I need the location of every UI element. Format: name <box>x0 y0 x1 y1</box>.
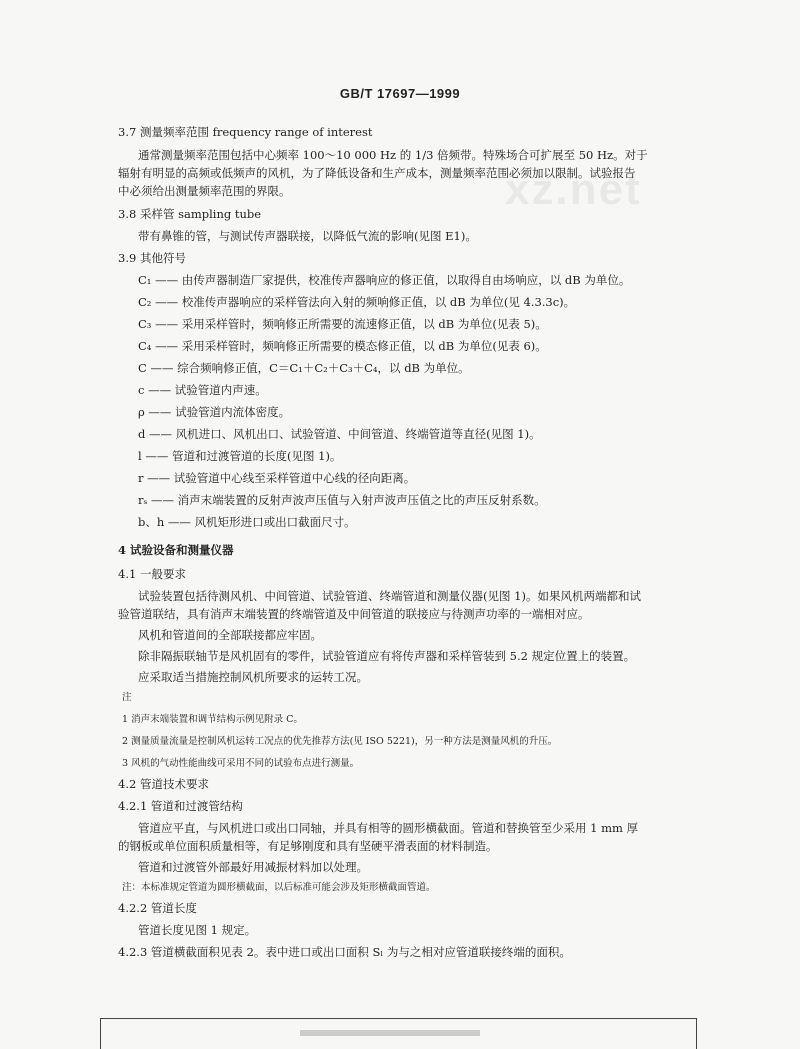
symbol-definition: C₁ —— 由传声器制造厂家提供，校准传声器响应的修正值，以取得自由场响应，以 dB 为单位。 <box>138 273 631 287</box>
symbol-definition: C₃ —— 采用采样管时，频响修正所需要的流速修正值，以 dB 为单位(见表 5)。 <box>138 317 547 331</box>
section-4-heading: 4 试验设备和测量仪器 <box>118 543 234 557</box>
section-4-2-heading: 4.2 管道技术要求 <box>118 777 209 791</box>
note-item: 注：本标准规定管道为圆形横截面，以后标准可能会涉及矩形横截面管道。 <box>122 882 436 893</box>
symbol-definition: d —— 风机进口、风机出口、试验管道、中间管道、终端管道等直径(见图 1)。 <box>138 427 541 441</box>
section-4-1-heading: 4.1 一般要求 <box>118 567 186 581</box>
paragraph-line: 试验装置包括待测风机、中间管道、试验管道、终端管道和测量仪器(见图 1)。如果风机两端都和试 <box>138 589 641 603</box>
paragraph-line: 管道长度见图 1 规定。 <box>138 923 257 937</box>
footer-smudge <box>300 1030 480 1036</box>
paragraph-line: 管道和过渡管外部最好用减振材料加以处理。 <box>138 860 368 874</box>
symbol-definition: b、h —— 风机矩形进口或出口截面尺寸。 <box>138 515 356 529</box>
page-header: GB/T 17697—1999 <box>339 86 461 101</box>
symbol-definition: C —— 综合频响修正值，C＝C₁＋C₂＋C₃＋C₄，以 dB 为单位。 <box>138 361 470 375</box>
paragraph-line: 除非隔振联轴节是风机固有的零件，试验管道应有将传声器和采样管装到 5.2 规定位置上的装置。 <box>138 649 636 663</box>
paragraph-line: 风机和管道间的全部联接都应牢固。 <box>138 628 322 642</box>
section-4-2-1-heading: 4.2.1 管道和过渡管结构 <box>118 799 243 813</box>
symbol-definition: rₛ —— 消声末端装置的反射声波声压值与入射声波声压值之比的声压反射系数。 <box>138 493 546 507</box>
paragraph-line: 验管道联结，具有消声末端装置的终端管道及中间管道的联接应与待测声功率的一端相对应。 <box>118 607 590 621</box>
paragraph-line: 辐射有明显的高频或低频声的风机，为了降低设备和生产成本，测量频率范围必须加以限制。试验报告 <box>118 166 636 180</box>
section-3-9-heading: 3.9 其他符号 <box>118 251 186 265</box>
paragraph-line: 应采取适当措施控制风机所要求的运转工况。 <box>138 670 368 684</box>
symbol-definition: ρ —— 试验管道内流体密度。 <box>138 405 291 419</box>
watermark-text: xz.net <box>505 165 642 214</box>
symbol-definition: c —— 试验管道内声速。 <box>138 383 267 397</box>
section-3-7-heading: 3.7 测量频率范围 frequency range of interest <box>118 125 373 139</box>
note-item: 1 消声末端装置和调节结构示例见附录 C。 <box>122 714 303 725</box>
symbol-definition: C₂ —— 校准传声器响应的采样管法向入射的频响修正值，以 dB 为单位(见 4.3.3c)。 <box>138 295 576 309</box>
paragraph-line: 管道应平直，与风机进口或出口同轴，并具有相等的圆形横截面。管道和替换管至少采用 1 mm 厚 <box>138 821 639 835</box>
symbol-definition: l —— 管道和过渡管道的长度(见图 1)。 <box>138 449 342 463</box>
symbol-definition: C₄ —— 采用采样管时，频响修正所需要的模态修正值，以 dB 为单位(见表 6)。 <box>138 339 547 353</box>
section-4-2-3-paragraph: 4.2.3 管道横截面积见表 2。表中进口或出口面积 Sₗ 为与之相对应管道联接终端的面积。 <box>118 945 571 959</box>
note-item: 2 测量质量流量是控制风机运转工况点的优先推荐方法(见 ISO 5221)，另一种方法是测量风机的升压。 <box>122 736 558 747</box>
note-item: 3 风机的气动性能曲线可采用不同的试验布点进行测量。 <box>122 758 360 769</box>
section-4-2-2-heading: 4.2.2 管道长度 <box>118 901 197 915</box>
paragraph-line: 带有鼻锥的管，与测试传声器联接，以降低气流的影响(见图 E1)。 <box>138 229 477 243</box>
paragraph-line: 通常测量频率范围包括中心频率 100～10 000 Hz 的 1/3 倍频带。特殊场合可扩展至 50 Hz。对于 <box>138 148 648 162</box>
note-label: 注 <box>122 692 132 703</box>
paragraph-line: 中必须给出测量频率范围的界限。 <box>118 184 291 198</box>
paragraph-line: 的钢板或单位面积质量相等，有足够刚度和具有坚硬平滑表面的材料制造。 <box>118 839 498 853</box>
section-3-8-heading: 3.8 采样管 sampling tube <box>118 207 262 221</box>
symbol-definition: r —— 试验管道中心线至采样管道中心线的径向距离。 <box>138 471 416 485</box>
